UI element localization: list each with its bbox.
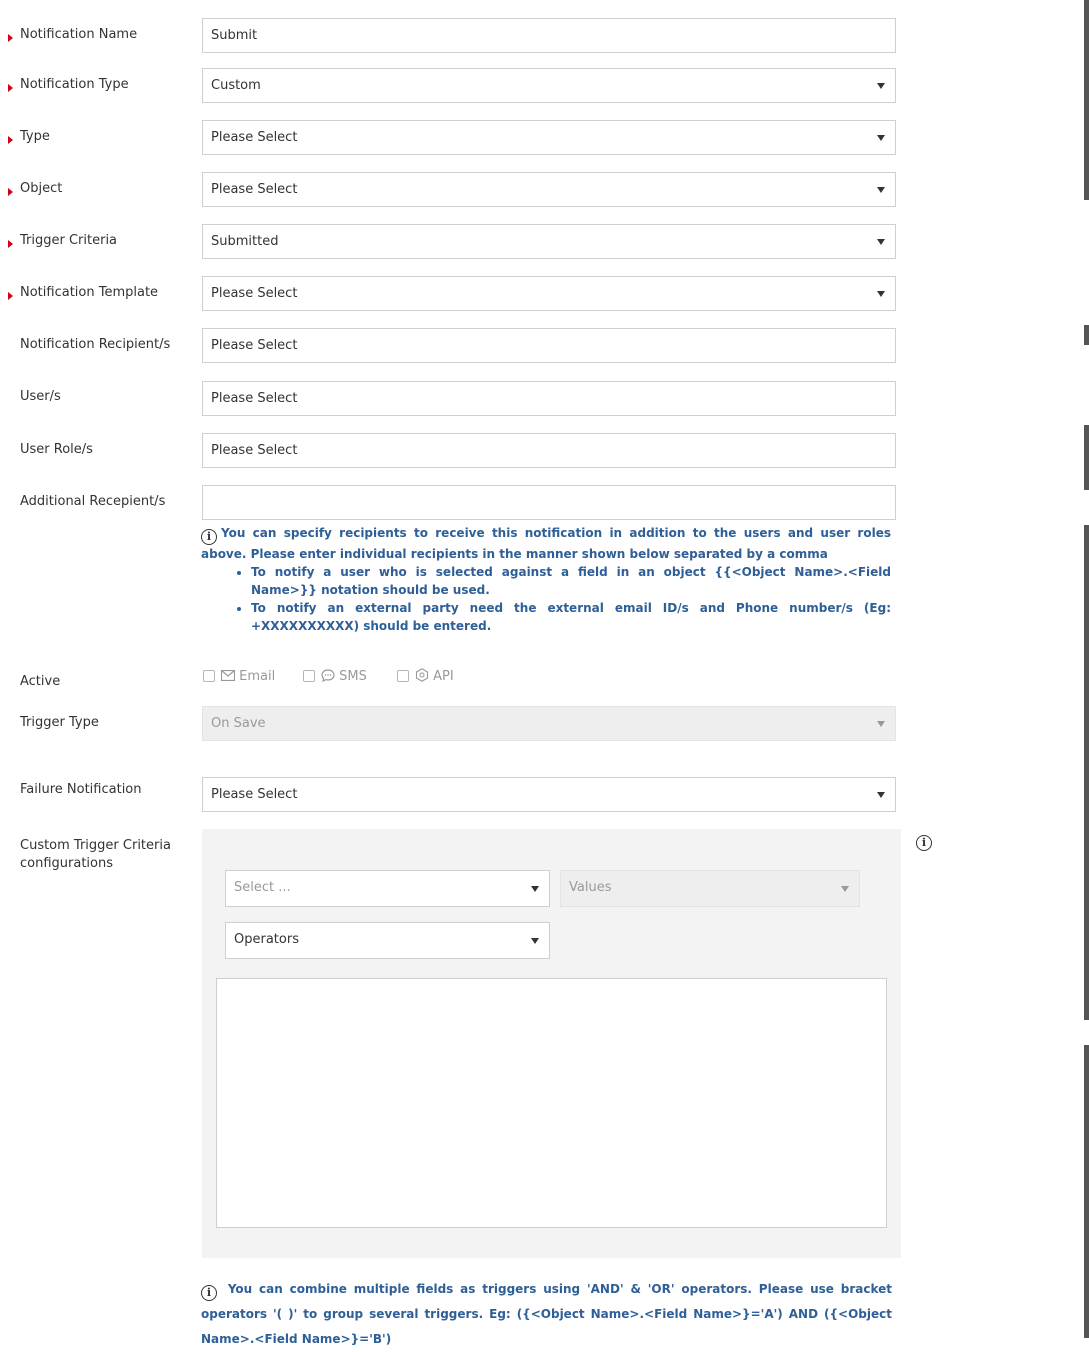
email-option [221,668,275,686]
user-roles-select[interactable] [202,433,896,468]
sms-label: SMS [339,669,367,684]
email-label: Email [239,669,276,684]
trigger-type-label: Trigger Type [20,715,99,730]
notification-template-select[interactable] [202,276,896,311]
api-label: API [433,669,454,684]
info-icon: i [201,1285,217,1301]
scrollbar[interactable] [1084,525,1089,1020]
trigger-criteria-label: Trigger Criteria [20,233,118,248]
notification-template-label: Notification Template [20,285,159,300]
caret-down-icon [531,886,539,892]
notification-name-label: Notification Name [20,27,138,42]
users-select[interactable] [202,381,896,416]
active-label: Active [20,674,61,689]
notification-template-value: Please Select [211,286,298,301]
notification-name-value: Submit [211,28,258,43]
object-select[interactable] [202,172,896,207]
scrollbar[interactable] [1084,1045,1089,1338]
additional-recipients-label: Additional Recepient/s [20,494,166,509]
scrollbar[interactable] [1084,425,1089,490]
notification-type-value: Custom [211,78,261,93]
custom-trigger-label: Custom Trigger Criteria configurations [20,838,171,871]
recipients-help-intro: You can specify recipients to receive this notification in addition to the users and user roles above. Please enter individual recipients in the manner shown below separated by a comma [201,526,891,561]
trigger-operators-placeholder: Operators [234,932,299,947]
type-label: Type [20,129,50,144]
email-checkbox[interactable] [203,670,215,682]
custom-trigger-info-icon[interactable]: i [916,835,932,851]
custom-trigger-panel [202,829,901,1258]
info-icon: i [201,529,217,545]
failure-notification-select[interactable] [202,777,896,812]
notification-type-label: Notification Type [20,77,129,92]
caret-down-icon [877,792,885,798]
notification-name-input[interactable] [202,18,896,53]
recipients-help-bullet: • To notify an external party need the external email ID/s and Phone number/s (Eg: +XXXXXXXXXX) should be entered. [251,599,891,635]
caret-down-icon [877,187,885,193]
api-checkbox[interactable] [397,670,409,682]
custom-trigger-help [201,1277,892,1352]
scrollbar[interactable] [1084,325,1089,345]
trigger-type-select [202,706,896,741]
users-label: User/s [20,389,61,404]
mail-icon [221,670,235,681]
trigger-field-placeholder: Select ... [234,880,291,895]
additional-recipients-input[interactable] [202,485,896,520]
caret-down-icon [841,886,849,892]
object-label: Object [20,181,63,196]
trigger-criteria-select[interactable] [202,224,896,259]
custom-trigger-help-text: You can combine multiple fields as triggers using 'AND' & 'OR' operators. Please use bracket operators '( )' to group several triggers. Eg: ({<Object Name>.<Field Name>}='A') AND ({<Object Name>.<Field Name>}='B') [201,1282,892,1346]
api-icon [415,668,429,682]
required-marker [8,34,13,42]
user-roles-label: User Role/s [20,442,93,457]
user-roles-value: Please Select [211,443,298,458]
api-option [415,668,454,686]
notification-recipients-label: Notification Recipient/s [20,337,171,352]
caret-down-icon [877,239,885,245]
caret-down-icon [877,721,885,727]
users-value: Please Select [211,391,298,406]
trigger-values-placeholder: Values [569,880,612,895]
recipients-help-bullet: • To notify a user who is selected against a field in an object {{<Object Name>.<Field Name>}} notation should be used. [251,563,891,599]
required-marker [8,188,13,196]
caret-down-icon [877,83,885,89]
caret-down-icon [877,291,885,297]
trigger-expression-textarea[interactable] [216,978,887,1228]
failure-notification-label: Failure Notification [20,782,142,797]
type-select[interactable] [202,120,896,155]
caret-down-icon [531,938,539,944]
caret-down-icon [877,135,885,141]
trigger-operators-select[interactable] [225,922,550,959]
recipients-help [201,524,891,635]
chat-icon [321,669,335,682]
required-marker [8,240,13,248]
required-marker [8,84,13,92]
notification-type-select[interactable] [202,68,896,103]
trigger-criteria-value: Submitted [211,234,279,249]
trigger-type-value: On Save [211,716,266,731]
required-marker [8,292,13,300]
trigger-values-select [560,870,860,907]
failure-notification-value: Please Select [211,787,298,802]
type-value: Please Select [211,130,298,145]
recipients-help-list [201,563,891,635]
notification-recipients-select[interactable] [202,328,896,363]
sms-option [321,668,367,686]
sms-checkbox[interactable] [303,670,315,682]
object-value: Please Select [211,182,298,197]
required-marker [8,136,13,144]
notification-recipients-value: Please Select [211,338,298,353]
trigger-field-select[interactable] [225,870,550,907]
scrollbar[interactable] [1084,0,1089,200]
